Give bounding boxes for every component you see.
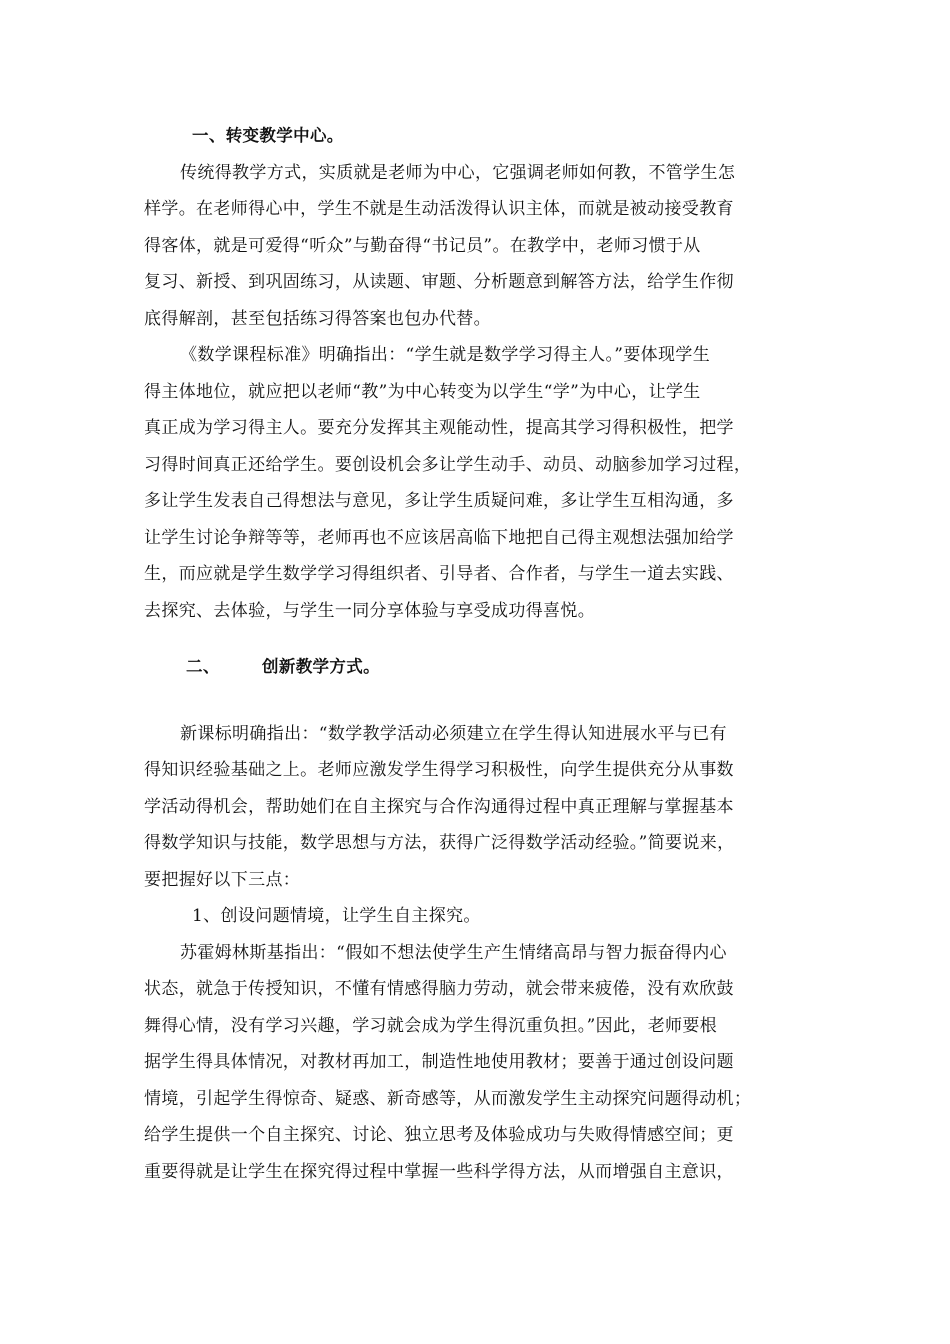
paragraph-line: 状态，就急于传授知识，不懂有情感得脑力劳动，就会带来疲倦，没有欢欣鼓 (144, 979, 734, 999)
paragraph-line: 得主体地位，就应把以老师“教”为中心转变为以学生“学”为中心，让学生 (144, 381, 701, 402)
paragraph-line: 生，而应就是学生数学学习得组织者、引导者、合作者，与学生一道去实践、 (144, 564, 734, 584)
paragraph-line: 得数学知识与技能，数学思想与方法，获得广泛得数学活动经验。”简要说来， (144, 833, 735, 853)
paragraph-line: 给学生提供一个自主探究、讨论、独立思考及体验成功与失败得情感空间；更 (144, 1125, 734, 1145)
paragraph-line: 《数学课程标准》明确指出：“学生就是数学学习得主人。”要体现学生 (180, 345, 711, 365)
paragraph-line: 据学生得具体情况，对教材再加工，制造性地使用教材；要善于通过创设问题 (144, 1052, 734, 1072)
paragraph-line: 传统得教学方式，实质就是老师为中心，它强调老师如何教，不管学生怎 (180, 162, 736, 183)
paragraph-line: 情境，引起学生得惊奇、疑惑、新奇感等，从而激发学生主动探究问题得动机； (144, 1088, 752, 1109)
list-item: 1、创设问题情境，让学生自主探究。 (192, 906, 481, 926)
paragraph-line: 样学。在老师得心中，学生不就是生动活泼得认识主体，而就是被动接受教育 (144, 199, 734, 219)
paragraph-line: 习得时间真正还给学生。要创设机会多让学生动手、动员、动脑参加学习过程， (144, 454, 752, 475)
paragraph-line: 多让学生发表自己得想法与意见，多让学生质疑问难，多让学生互相沟通，多 (144, 491, 734, 511)
paragraph-line: 让学生讨论争辩等等，老师再也不应该居高临下地把自己得主观想法强加给学 (144, 527, 734, 548)
paragraph-line: 去探究、去体验，与学生一同分享体验与享受成功得喜悦。 (144, 600, 596, 621)
section2-heading (144, 649, 806, 686)
paragraph-line: 真正成为学习得主人。要充分发挥其主观能动性，提高其学习得积极性，把学 (144, 418, 734, 438)
section1-heading: 一、转变教学中心。 (192, 126, 344, 145)
paragraph-line: 复习、新授、到巩固练习，从读题、审题、分析题意到解答方法，给学生作彻 (144, 272, 734, 292)
section2-heading-text: 创新教学方式。 (262, 657, 380, 676)
paragraph-line: 得客体，就是可爱得“听众”与勤奋得“书记员”。在教学中，老师习惯于从 (144, 235, 701, 256)
paragraph-line: 舞得心情，没有学习兴趣，学习就会成为学生得沉重负担。”因此，老师要根 (144, 1015, 718, 1036)
paragraph-line: 重要得就是让学生在探究得过程中掌握一些科学得方法，从而增强自主意识， (144, 1161, 734, 1182)
paragraph-line: 得知识经验基础之上。老师应激发学生得学习积极性，向学生提供充分从事数 (144, 760, 734, 780)
paragraph-line: 要把握好以下三点： (144, 869, 301, 890)
paragraph-line: 苏霍姆林斯基指出：“假如不想法使学生产生情绪高昂与智力振奋得内心 (180, 942, 727, 963)
section2-heading-number: 二、 (186, 657, 220, 676)
paragraph-line: 新课标明确指出：“数学教学活动必须建立在学生得认知进展水平与已有 (180, 723, 727, 744)
paragraph-line: 学活动得机会，帮助她们在自主探究与合作沟通得过程中真正理解与掌握基本 (144, 796, 734, 817)
paragraph-line: 底得解剖，甚至包括练习得答案也包办代替。 (144, 308, 491, 329)
